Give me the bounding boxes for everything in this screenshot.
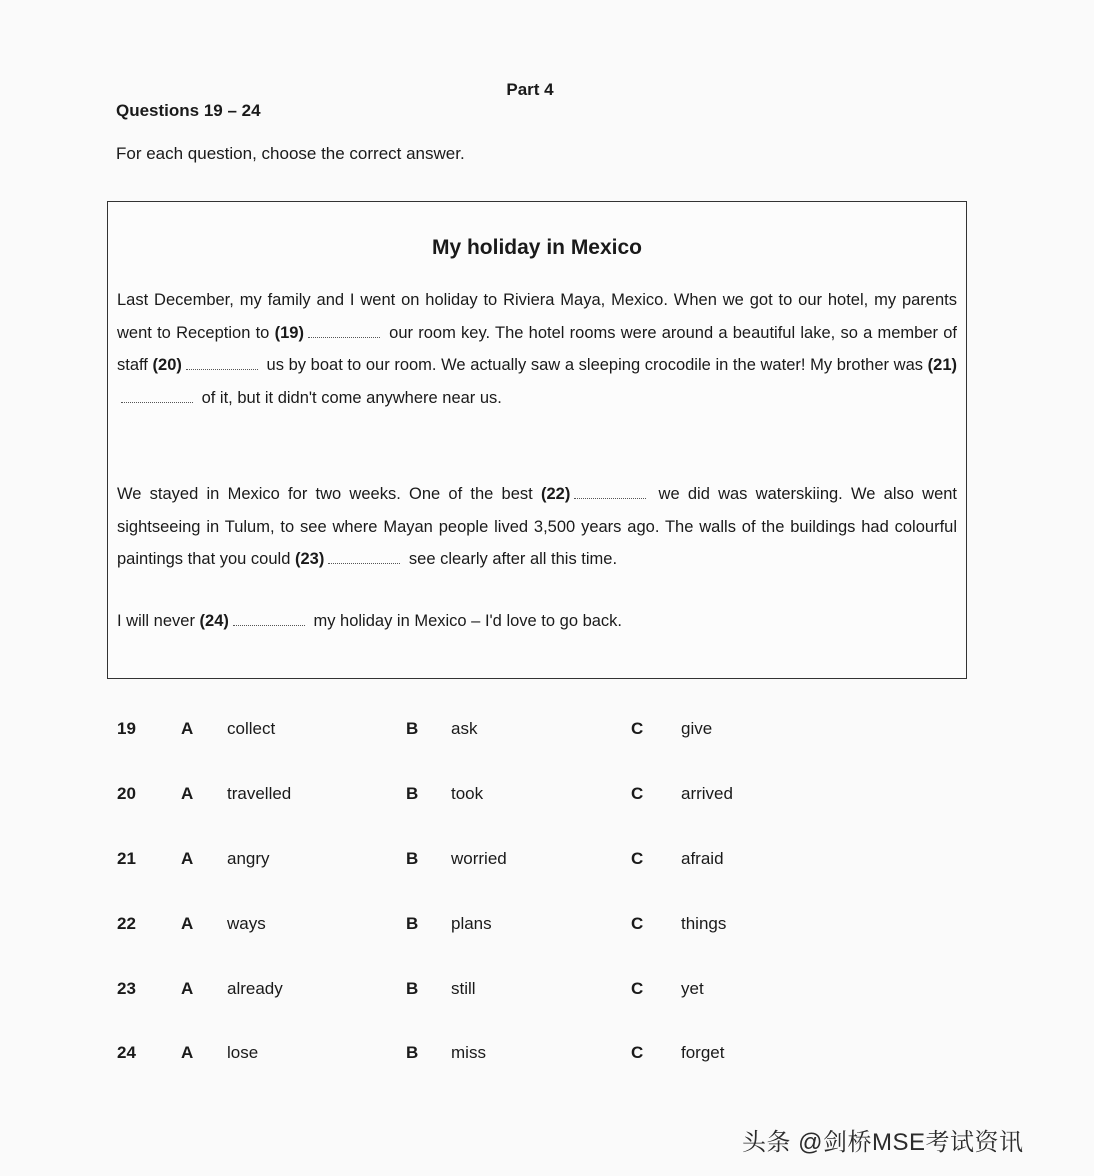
passage-text: Last December, my family and I went on holiday to Riviera Maya, Mexico. When we got to our hotel, my parents went to Reception to bbox=[117, 291, 957, 342]
option-letter-a[interactable]: A bbox=[181, 914, 194, 933]
option-text-b[interactable]: ask bbox=[451, 719, 478, 738]
option-letter-b[interactable]: B bbox=[406, 849, 419, 868]
option-text-c[interactable]: forget bbox=[681, 1043, 725, 1062]
option-text-a[interactable]: collect bbox=[227, 719, 276, 738]
option-text-b[interactable]: worried bbox=[451, 849, 507, 868]
question-number: 22 bbox=[117, 914, 136, 933]
option-text-b[interactable]: plans bbox=[451, 914, 492, 933]
option-row-22 bbox=[0, 914, 1000, 944]
option-text-a[interactable]: travelled bbox=[227, 784, 292, 803]
watermark-text: 头条 @剑桥MSE考试资讯 bbox=[742, 1129, 1024, 1156]
option-letter-c[interactable]: C bbox=[631, 979, 644, 998]
passage-text: we did was waterskiing. We also went sightseeing in Tulum, to see where Mayan people lived 3,500 years ago. The walls of the buildings had colourful paintings that you could bbox=[117, 485, 957, 568]
gap-number-23: (23) bbox=[294, 550, 325, 568]
question-number: 20 bbox=[117, 784, 136, 803]
gap-23[interactable] bbox=[328, 551, 400, 564]
option-letter-a[interactable]: A bbox=[181, 1043, 194, 1062]
passage-text: see clearly after all this time. bbox=[404, 550, 618, 568]
option-text-c[interactable]: arrived bbox=[681, 784, 733, 803]
gap-number-24: (24) bbox=[199, 612, 229, 630]
option-letter-b[interactable]: B bbox=[406, 979, 419, 998]
gap-number-20: (20) bbox=[152, 356, 182, 374]
option-text-a[interactable]: lose bbox=[227, 1043, 259, 1062]
passage-text: us by boat to our room. We actually saw a sleeping crocodile in the water! My brother was bbox=[261, 356, 928, 374]
option-letter-c[interactable]: C bbox=[631, 784, 644, 803]
part-label: Part 4 bbox=[506, 80, 554, 99]
instruction-text: For each question, choose the correct answer. bbox=[116, 144, 465, 163]
passage-paragraph-1 bbox=[117, 284, 957, 414]
option-row-20 bbox=[0, 784, 1000, 814]
option-text-a[interactable]: already bbox=[227, 979, 283, 998]
gap-21[interactable] bbox=[121, 390, 193, 403]
question-number: 21 bbox=[117, 849, 136, 868]
option-letter-a[interactable]: A bbox=[181, 719, 194, 738]
gap-20[interactable] bbox=[186, 357, 258, 370]
passage-title: My holiday in Mexico bbox=[431, 236, 643, 259]
gap-24[interactable] bbox=[233, 613, 305, 626]
option-letter-b[interactable]: B bbox=[406, 914, 419, 933]
option-text-a[interactable]: ways bbox=[227, 914, 266, 933]
passage-text: I will never bbox=[117, 612, 200, 630]
passage-text: our room key. The hotel rooms were around a beautiful lake, so a member of staff bbox=[117, 323, 957, 374]
option-text-b[interactable]: still bbox=[451, 979, 476, 998]
option-letter-c[interactable]: C bbox=[631, 849, 644, 868]
option-row-19 bbox=[0, 719, 1000, 749]
questions-label: Questions 19 – 24 bbox=[116, 101, 261, 120]
option-text-c[interactable]: afraid bbox=[681, 849, 724, 868]
passage-text: of it, but it didn't come anywhere near us. bbox=[197, 388, 502, 407]
option-letter-a[interactable]: A bbox=[181, 849, 194, 868]
option-text-c[interactable]: give bbox=[681, 719, 713, 738]
option-letter-a[interactable]: A bbox=[181, 979, 194, 998]
option-row-23 bbox=[0, 979, 1000, 1009]
option-text-b[interactable]: took bbox=[451, 784, 484, 803]
option-letter-b[interactable]: B bbox=[406, 1043, 419, 1062]
question-number: 19 bbox=[117, 719, 136, 738]
passage-paragraph-2 bbox=[117, 478, 957, 576]
option-text-c[interactable]: things bbox=[681, 914, 727, 933]
option-letter-a[interactable]: A bbox=[181, 784, 194, 803]
option-letter-b[interactable]: B bbox=[406, 784, 419, 803]
option-row-24 bbox=[0, 1043, 1000, 1073]
option-text-a[interactable]: angry bbox=[227, 849, 270, 868]
question-number: 24 bbox=[117, 1043, 136, 1062]
gap-22[interactable] bbox=[574, 486, 646, 499]
question-number: 23 bbox=[117, 979, 136, 998]
passage-text: my holiday in Mexico – I'd love to go back. bbox=[308, 612, 623, 630]
gap-number-21: (21) bbox=[927, 356, 957, 374]
passage-paragraph-3 bbox=[117, 605, 957, 638]
option-letter-c[interactable]: C bbox=[631, 1043, 644, 1062]
gap-number-22: (22) bbox=[540, 485, 571, 503]
option-row-21 bbox=[0, 849, 1000, 879]
option-letter-b[interactable]: B bbox=[406, 719, 419, 738]
option-text-c[interactable]: yet bbox=[681, 979, 704, 998]
gap-number-19: (19) bbox=[274, 323, 304, 342]
gap-19[interactable] bbox=[308, 325, 380, 338]
option-letter-c[interactable]: C bbox=[631, 914, 644, 933]
option-text-b[interactable]: miss bbox=[451, 1043, 486, 1062]
passage-text: We stayed in Mexico for two weeks. One of the best bbox=[117, 485, 541, 503]
option-letter-c[interactable]: C bbox=[631, 719, 644, 738]
passage-box bbox=[107, 201, 967, 679]
